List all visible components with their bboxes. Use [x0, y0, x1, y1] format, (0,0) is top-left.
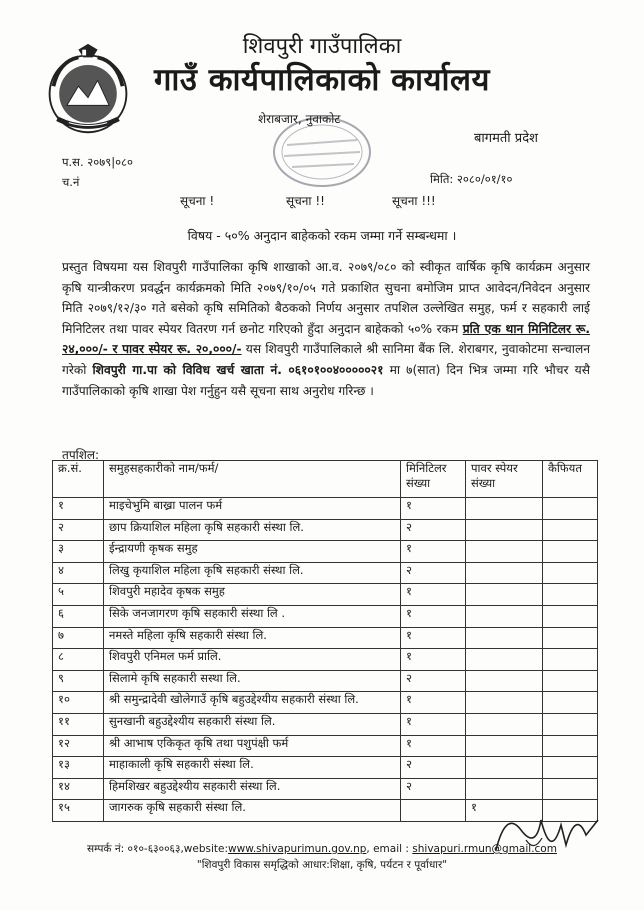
cell-remarks — [543, 605, 598, 627]
letter-date: मिति: २०८०/०१/१० — [430, 172, 513, 186]
cell-power-sprayer — [466, 519, 543, 541]
notice-body — [62, 257, 590, 401]
col-power-sprayer: पावर स्पेयर संख्या — [466, 461, 543, 498]
letter-reference: प.स. २०७९|०८० — [62, 155, 134, 169]
cell-name: सिलामे कृषि सहकारी सस्था लि. — [104, 670, 401, 692]
cell-name: श्री आभाष एकिकृत कृषि तथा पशुपंक्षी फर्म — [104, 735, 401, 757]
cell-power-sprayer — [466, 584, 543, 606]
cell-minitiller — [401, 800, 466, 822]
cell-minitiller: २ — [401, 757, 466, 779]
cell-serial: १४ — [53, 778, 104, 800]
table-row — [53, 498, 598, 520]
table-row — [53, 519, 598, 541]
cell-serial: ५ — [53, 584, 104, 606]
cell-power-sprayer — [466, 541, 543, 563]
cell-minitiller: १ — [401, 584, 466, 606]
table-row — [53, 735, 598, 757]
notice-label-3: सूचना !!! — [392, 194, 436, 208]
cell-serial: १३ — [53, 757, 104, 779]
cell-name: ईन्द्रायणी कृषक समुह — [104, 541, 401, 563]
cell-power-sprayer — [466, 735, 543, 757]
cell-name: श्री समुन्द्रादेवी खोलेगाउँ कृषि बहुउद्देश्यीय सहकारी संस्था लि. — [104, 692, 401, 714]
cell-power-sprayer — [466, 562, 543, 584]
cell-minitiller: १ — [401, 735, 466, 757]
cell-power-sprayer — [466, 649, 543, 671]
office-title: गाउँ कार्यपालिकाको कार्यालय — [153, 62, 491, 98]
notice-label-2: सूचना !! — [286, 194, 325, 208]
cell-minitiller: २ — [401, 562, 466, 584]
table-row — [53, 605, 598, 627]
table-header-row — [53, 461, 598, 498]
subject-line: विषय - ५०% अनुदान बाहेकको रकम जम्मा गर्ने सम्बन्धमा । — [187, 228, 457, 243]
cell-serial: ३ — [53, 541, 104, 563]
cell-name: माहाकाली कृषि सहकारी संस्था लि. — [104, 757, 401, 779]
cell-remarks — [543, 713, 598, 735]
table-row — [53, 541, 598, 563]
cell-remarks — [543, 757, 598, 779]
cell-minitiller: २ — [401, 519, 466, 541]
cell-name: शिवपुरी एनिमल फर्म प्रालि. — [104, 649, 401, 671]
contact-text: सम्पर्क नं: ०१०-६३००६३,website: — [87, 843, 229, 855]
cell-power-sprayer — [466, 670, 543, 692]
website-link[interactable]: www.shivapurimun.gov.np — [228, 843, 367, 855]
dispatch-number: च.नं — [62, 175, 80, 189]
cell-remarks — [543, 498, 598, 520]
slogan: "शिवपुरी विकास समृद्धिको आधार:शिक्षा, कृषि, पर्यटन र पूर्वाधार" — [196, 859, 448, 871]
cell-power-sprayer — [466, 605, 543, 627]
cell-remarks — [543, 541, 598, 563]
cell-serial: १५ — [53, 800, 104, 822]
cell-name: सुनखानी बहुउद्देश्यीय सहकारी संस्था लि. — [104, 713, 401, 735]
cell-minitiller: २ — [401, 778, 466, 800]
cell-power-sprayer — [466, 713, 543, 735]
cell-serial: ९ — [53, 670, 104, 692]
email-label: , email : — [366, 843, 413, 855]
cell-remarks — [543, 735, 598, 757]
table-row — [53, 627, 598, 649]
cell-name: हिमशिखर बहुउद्देश्यीय सहकारी संस्था लि. — [104, 778, 401, 800]
cell-serial: १० — [53, 692, 104, 714]
cell-serial: १ — [53, 498, 104, 520]
col-name: समुहसहकारीको नाम/फर्म/ — [104, 461, 401, 498]
cell-serial: ४ — [53, 562, 104, 584]
cell-name: माइचेभुमि बाख्रा पालन फर्म — [104, 498, 401, 520]
cell-name: नमस्ते महिला कृषि सहकारी संस्था लि. — [104, 627, 401, 649]
table-row — [53, 562, 598, 584]
allocation-table — [52, 460, 598, 822]
cell-minitiller: १ — [401, 498, 466, 520]
cell-remarks — [543, 670, 598, 692]
cell-name: छाप क्रियाशिल महिला कृषि सहकारी संस्था लि. — [104, 519, 401, 541]
cell-name: लिखु कृयाशिल महिला कृषि सहकारी संस्था लि. — [104, 562, 401, 584]
contact-line — [0, 842, 644, 856]
cell-serial: ८ — [53, 649, 104, 671]
table-row — [53, 713, 598, 735]
cell-minitiller: १ — [401, 541, 466, 563]
col-remarks: कैफियत — [543, 461, 598, 498]
table-row — [53, 584, 598, 606]
table-row — [53, 757, 598, 779]
account-highlight: शिवपुरी गा.पा को विविध खर्च खाता नं. ०६१०१००४०००००२१ — [92, 362, 384, 377]
cell-name: शिवपुरी महादेव कृषक समुह — [104, 584, 401, 606]
table-row — [53, 649, 598, 671]
cell-power-sprayer: १ — [466, 800, 543, 822]
cell-minitiller: १ — [401, 713, 466, 735]
cell-minitiller: १ — [401, 692, 466, 714]
municipality-name: शिवपुरी गाउँपालिका — [242, 34, 402, 59]
cell-serial: १२ — [53, 735, 104, 757]
table-row — [53, 670, 598, 692]
cell-serial: ७ — [53, 627, 104, 649]
table-row — [53, 692, 598, 714]
cell-serial: २ — [53, 519, 104, 541]
email-link[interactable]: shivapuri.rmun@gmail.com — [412, 843, 557, 855]
cell-remarks — [543, 584, 598, 606]
col-minitiller: मिनिटिलर संख्या — [401, 461, 466, 498]
cell-minitiller: १ — [401, 627, 466, 649]
cell-minitiller: २ — [401, 670, 466, 692]
cell-minitiller: १ — [401, 605, 466, 627]
body-part-3: मा ७(सात) दिन भित्र जम्मा गरि भौचर यसै गाउँपालिकाको कृषि शाखा पेश गर्नुहुन यसै सूचना साथ अनुरोध गरिन्छ । — [62, 362, 590, 398]
cell-name: सिके जनजागरण कृषि सहकारी संस्था लि . — [104, 605, 401, 627]
cell-power-sprayer — [466, 627, 543, 649]
cell-power-sprayer — [466, 692, 543, 714]
cell-remarks — [543, 627, 598, 649]
office-location: शेराबजार, नुवाकोट — [258, 112, 341, 126]
notice-label-1: सूचना ! — [180, 194, 215, 208]
details-label: तपशिल: — [62, 448, 100, 462]
cell-power-sprayer — [466, 757, 543, 779]
cell-remarks — [543, 519, 598, 541]
cell-power-sprayer — [466, 498, 543, 520]
body-part-2: यस शिवपुरी गाउँपालिकाले श्री सानिमा बैंक लि. शेराबगर, नुवाकोटमा सन्चालन गरेको — [62, 342, 590, 377]
amount-highlight: प्रति एक थान मिनिटिलर रू. २४,०००/- र पावर स्पेयर रू. २०,०००/- — [62, 321, 590, 357]
table-body — [53, 498, 598, 822]
cell-name: जागरुक कृषि सहकारी संस्था लि. — [104, 800, 401, 822]
cell-remarks — [543, 649, 598, 671]
cell-serial: ११ — [53, 713, 104, 735]
cell-serial: ६ — [53, 605, 104, 627]
cell-remarks — [543, 562, 598, 584]
col-serial: क्र.सं. — [53, 461, 104, 498]
cell-minitiller: १ — [401, 649, 466, 671]
body-part-1: प्रस्तुत विषयमा यस शिवपुरी गाउँपालिका कृषि शाखाको आ.व. २०७९/०८० को स्वीकृत वार्षिक कृषि कार्यक्रम अनुसार कृषि यान्त्रीकरण प्रवर्द्धन कार्यक्रमको मिति २०७९/१०/०५ गते प्रकाशित सुचना बमोजिम प्राप्त आवेदन/निवेदन अनुसार मिति २०७९/१२/३० गते बसेको कृषि समितिको बैठकको निर्णय अनुसार तपशिल उल्लेखित समुह, फर्म र सहकारी लाई मिनिटिलर तथा पावर स्पेयर वितरण गर्न छनोट गरिएको हुँदा अनुदान बाहेकको ५०% रकम — [62, 260, 590, 336]
cell-remarks — [543, 692, 598, 714]
province-name: बागमती प्रदेश — [474, 131, 538, 146]
